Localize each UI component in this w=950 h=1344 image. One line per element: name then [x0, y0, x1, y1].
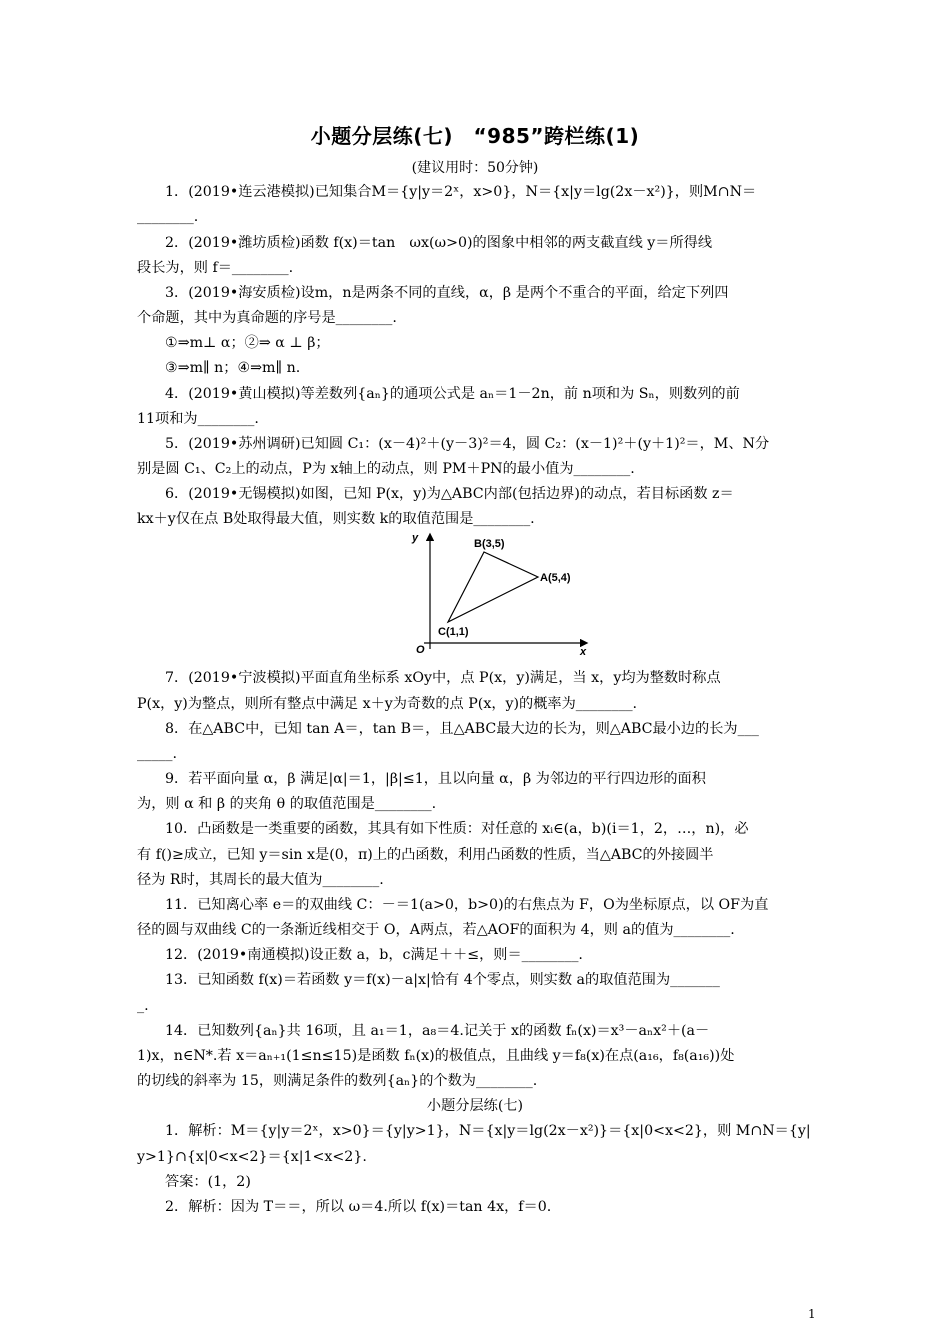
suggested-time: (建议用时：50分钟)	[411, 160, 539, 176]
text-line: 7．(2019•宁波模拟)平面直角坐标系 xOy中，点 P(x，y)满足，当 x，y均为整数时称点	[165, 670, 721, 686]
text-line: 段长为，则 f＝________.	[137, 260, 294, 276]
text-line: 8．在△ABC中，已知 tan A＝，tan B＝，且△ABC最大边的长为，则△ABC最小边的长为___	[165, 721, 759, 737]
text-line: 2．(2019•潍坊质检)函数 f(x)＝tan ωx(ω>0)的图象中相邻的两支截直线 y＝所得线	[165, 235, 713, 251]
text-line: 径的圆与双曲线 C的一条渐近线相交于 O，A两点，若△AOF的面积为 4，则 a的值为________.	[137, 922, 735, 938]
text-line: 为，则 α 和 β 的夹角 θ 的取值范围是________.	[137, 796, 437, 812]
text-line: 6．(2019•无锡模拟)如图，已知 P(x，y)为△ABC内部(包括边界)的动点，若目标函数 z＝	[165, 486, 734, 502]
text-line: 5．(2019•苏州调研)已知圆 C₁：(x－4)²＋(y－3)²＝4，圆 C₂：(x－1)²＋(y＋1)²＝，M、N分	[165, 436, 770, 452]
document-title: 小题分层练(七) “985”跨栏练(1)	[310, 124, 640, 148]
text-line: y>1}∩{x|0<x<2}＝{x|1<x<2}.	[137, 1149, 367, 1165]
origin-label: O	[416, 644, 425, 656]
text-line: 3．(2019•海安质检)设m，n是两条不同的直线，α，β 是两个不重合的平面，给定下列四	[165, 285, 729, 301]
page-number: 1	[808, 1307, 816, 1321]
text-line: ③⇒m∥ n；④⇒m∥ n.	[165, 360, 301, 376]
text-line: 1．(2019•连云港模拟)已知集合M＝{y|y＝2ˣ，x>0}，N＝{x|y＝lg(2x－x²)}，则M∩N＝	[165, 184, 757, 200]
text-line: 14．已知数列{aₙ}共 16项，且 a₁＝1，a₈＝4.记关于 x的函数 fₙ(x)＝x³－aₙx²＋(a－	[165, 1023, 710, 1039]
text-line: 径为 R时，其周长的最大值为________.	[137, 872, 384, 888]
triangle-abc	[448, 552, 538, 622]
text-line: ________.	[137, 209, 199, 225]
text-line: 11．已知离心率 e＝的双曲线 C：－＝1(a>0，b>0)的右焦点为 F，O为坐标原点，以 OF为直	[165, 897, 769, 913]
text-line: P(x，y)为整点，则所有整点中满足 x＋y为奇数的点 P(x，y)的概率为________.	[137, 696, 638, 712]
text-line: kx＋y仅在点 B处取得最大值，则实数 k的取值范围是________.	[137, 511, 535, 527]
text-line: 11项和为________.	[137, 411, 259, 427]
text-line: _.	[137, 998, 149, 1014]
text-line: ①⇒m⊥ α；②⇒ α ⊥ β；	[165, 335, 330, 351]
point-b-label: B(3,5)	[474, 538, 505, 550]
text-line: _____.	[137, 746, 177, 762]
triangle-figure	[400, 531, 590, 661]
text-line: 别是圆 C₁、C₂上的动点，P为 x轴上的动点，则 PM＋PN的最小值为________.	[137, 461, 635, 477]
text-line: 1)x，n∈N*.若 x＝aₙ₊₁(1≤n≤15)是函数 fₙ(x)的极值点，且曲线 y＝f₈(x)在点(a₁₆，f₈(a₁₆))处	[137, 1048, 735, 1064]
text-line: 10．凸函数是一类重要的函数，其具有如下性质：对任意的 xᵢ∈(a，b)(i＝1，2，…，n)，必	[165, 821, 749, 837]
text-line: 的切线的斜率为 15，则满足条件的数列{aₙ}的个数为________.	[137, 1073, 538, 1089]
text-line: 答案：(1，2)	[165, 1174, 251, 1190]
text-line: 13．已知函数 f(x)＝若函数 y＝f(x)－a|x|恰有 4个零点，则实数 a的取值范围为_______	[165, 972, 720, 988]
point-c-label: C(1,1)	[438, 626, 469, 638]
text-line: 有 f()≥成立，已知 y＝sin x是(0，π)上的凸函数，利用凸函数的性质，当△ABC的外接圆半	[137, 847, 714, 863]
text-line: 4．(2019•黄山模拟)等差数列{aₙ}的通项公式是 aₙ＝1－2n，前 n项和为 Sₙ，则数列的前	[165, 386, 740, 402]
answer-section-heading: 小题分层练(七)	[426, 1098, 524, 1114]
text-line: 12．(2019•南通模拟)设正数 a，b，c满足＋＋≤，则＝________.	[165, 947, 583, 963]
x-axis-label: x	[580, 646, 587, 658]
text-line: 个命题，其中为真命题的序号是________.	[137, 310, 397, 326]
y-axis-label: y	[412, 532, 419, 544]
text-line: 1．解析：M＝{y|y＝2ˣ，x>0}＝{y|y>1}，N＝{x|y＝lg(2x－x²)}＝{x|0<x<2}，则 M∩N＝{y|	[165, 1123, 811, 1139]
point-a-label: A(5,4)	[540, 572, 571, 584]
text-line: 9．若平面向量 α，β 满足|α|＝1，|β|≤1，且以向量 α，β 为邻边的平行四边形的面积	[165, 771, 706, 787]
text-line: 2．解析：因为 T＝＝，所以 ω＝4.所以 f(x)＝tan 4x，f＝0.	[165, 1199, 552, 1215]
